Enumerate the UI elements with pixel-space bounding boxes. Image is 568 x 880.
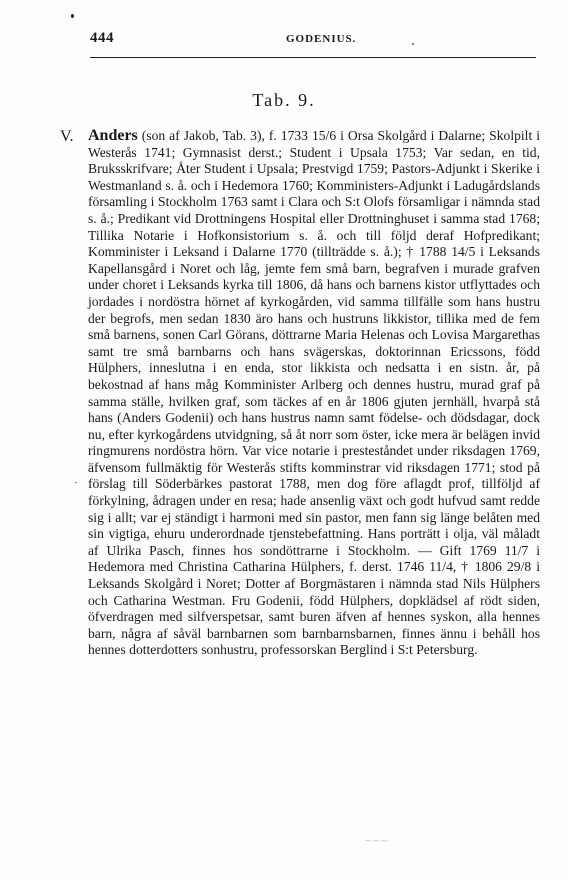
entry-body [88,128,540,659]
entry-name: Anders [88,127,138,144]
ink-dot [71,14,74,18]
entry-text: (son af Jakob, Tab. 3), f. 1733 15/6 i Orsa Skolgård i Dalarne; Skolpilt i Westerås 1741; Gymnasist derst.; Student i Upsala 1753; Var sedan, en tid, Bruksskrifvare; Åter Student i Upsala; Prestvigd 1759; Pastors-Adjunkt i Skerike i Westmanland s. å. och i Hedemora 1760; Komministers-Adjunkt i Ladugårdslands församling i Stockholm 1763 samt i Clara och S:t Olofs församligar i nämnda stad s. å.; Predikant vid Drottningens Hospital eller Drottninghuset i samma stad 1768; Tillika Notarie i Hofkonsistorium s. å. och till följd deraf Hofpredikant; Komminister i Leksand i Dalarne 1770 (tillträdde s. å.); † 1788 14/5 i Leksands Kapellansgård i Noret och låg, jemte fem små barn, begrafven i murade grafven under choret i Leksands kyrka till 1806, då hans och barnens kistor utflyttades och jordades i nordöstra hörnet af kyrkogården, vid samma tillfälle som hans hustru der begrofs, men sedan 1830 äro hans och hustruns likkistor, tillika med de fem små barnens, sonen Carl Görans, döttrarne Maria Helenas och Lovisa Margarethas samt tre små barnbarns och hans svägerskas, doktorinnan Ericssons, född Hülphers, inneslutna i en enda, stor likkista och nedsatta i en sistn. år, på bekostnad af hans måg Komminister Arlberg och dennes hustru, murad graf på samma ställe, hvilken graf, som täckes af en år 1806 gjuten jernhäll, hvarpå stå hans (Anders Godenii) och hans hustrus namn samt födelse- och dödsdagar, dock nu, efter kyrkogårdens utvidgning, så åt norr som öster, icke mera är belägen invid ringmurens nordöstra hörn. Var vice notarie i presteståndet under riksdagen 1769, äfvensom fullmäktig för Westerås stifts komminstrar vid riksdagen 1771; stod på förslag till Söderbärkes pastorat 1788, men dog före aflagdt prof, tillföljd af förkylning, ådragen under en resa; hade ansenlig växt och godt hufvud samt redde sig i allt; var ej ständigt i harmoni med sin pastor, men fann sig länge belåten med sin vigtiga, ehuru underordnade tjenstebefattning. Hans porträtt i olja, väl måladt af Ulrika Pasch, finnes hos sondöttrarne i Stockholm. — Gift 1769 11/7 i Hedemora med Christina Catharina Hülphers, f. derst. 1746 11/4, † 1806 29/8 i Leksands Skolgård i Noret; Dotter af Borgmästaren i nämnda stad Nils Hülphers och Catharina Westman. Fru Godenii, född Hülphers, dopklädsel af rödt siden, öfverdragen med silfverspetsar, samt buren äfven af hennes syskon, alla hennes barn, några af såväl barnbarnen som barnbarnsbarnen, finnes ännu i behåll hos hennes dotterdotters sonhustru, professorskan Berglind i S:t Petersburg. [88,128,540,658]
running-head [90,30,530,50]
page-number: 444 [90,30,114,46]
header-rule [90,57,536,58]
ink-speck [412,43,414,45]
margin-tick-mark: ˏ [74,471,78,484]
digitization-watermark: ~~~ [365,834,390,848]
entry-number: V. [60,128,74,145]
section-title: Tab. 9. [252,90,316,110]
running-title: GODENIUS. [286,33,357,45]
